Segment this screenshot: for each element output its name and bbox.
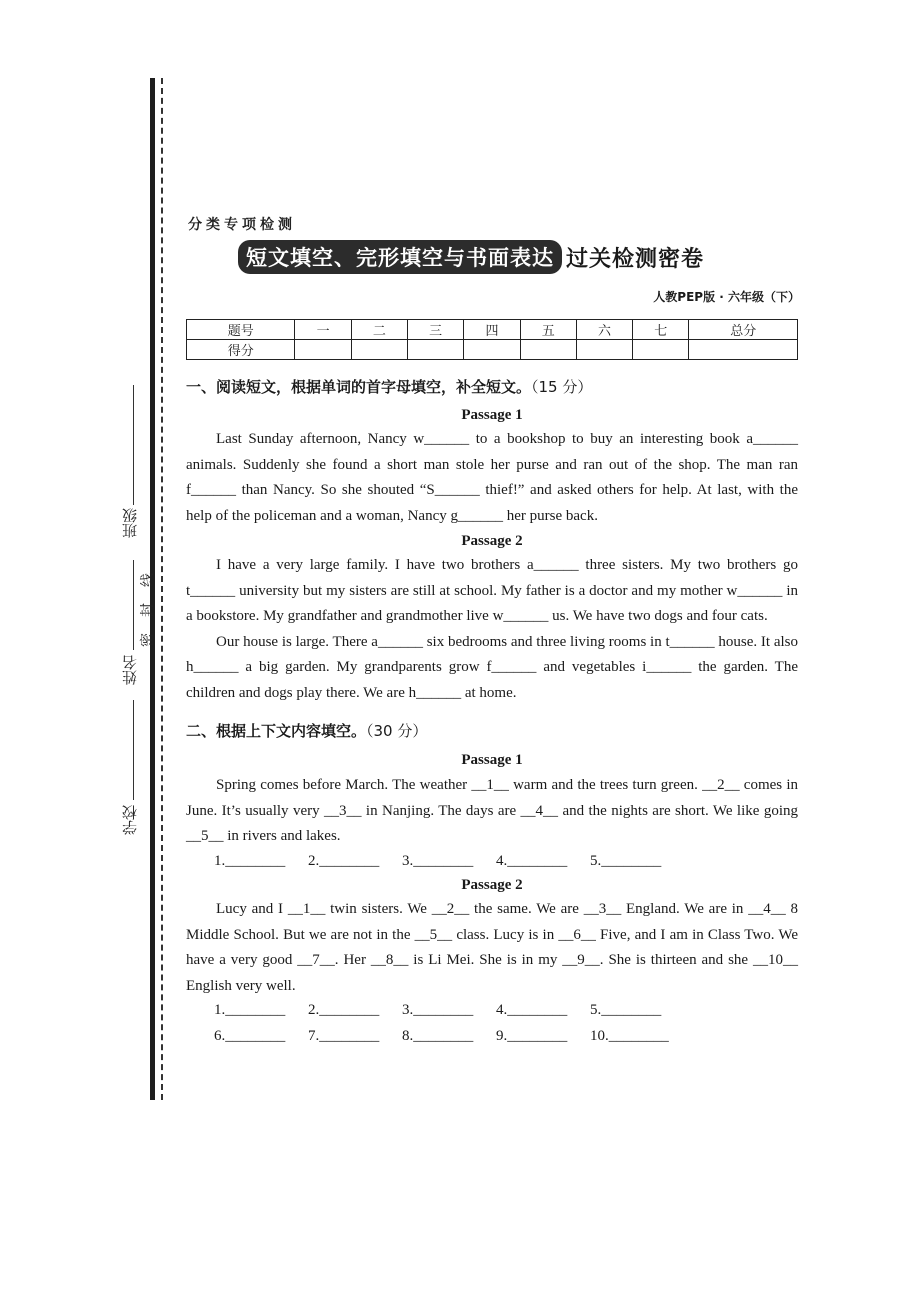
section1-heading xyxy=(186,376,592,397)
answer-blank[interactable]: 4.________ xyxy=(496,1002,568,1018)
answer-blank[interactable]: 1.________ xyxy=(214,853,286,869)
score-table-cell: 题号 xyxy=(187,320,295,340)
score-table-cell: 一 xyxy=(295,320,351,340)
answer-blank[interactable]: 8.________ xyxy=(402,1028,474,1044)
category-tag: 分类专项检测 xyxy=(188,217,296,233)
school-write-line xyxy=(133,700,134,800)
score-cell[interactable] xyxy=(464,340,520,360)
title-highlight: 短文填空、完形填空与书面表达 xyxy=(238,240,562,274)
binding-line-dashed xyxy=(161,78,163,1100)
section1-passage1-text: Last Sunday afternoon, Nancy w______ to a bookshop to buy an interesting book a______ animals. Suddenly she found a short man stole her purse and ran out of the shop. The man ran f______ than Nancy. So she shouted “S______ thief!” and asked others for help. At last, with the help of the policeman and a woman, Nancy g______ her purse back. xyxy=(186,431,798,524)
score-table xyxy=(186,319,798,360)
edition-label: 人教PEP版 · 六年级（下） xyxy=(653,290,800,304)
answer-row xyxy=(214,848,684,874)
section2-heading xyxy=(186,720,427,741)
answer-blank[interactable]: 3.________ xyxy=(402,1002,474,1018)
answer-blank[interactable]: 5.________ xyxy=(590,1002,662,1018)
section1-passage2-title: Passage 2 xyxy=(461,533,523,549)
answer-blank[interactable]: 10.________ xyxy=(590,1028,669,1044)
score-table-cell: 四 xyxy=(464,320,520,340)
section1-passage1 xyxy=(186,427,798,529)
section1-passage1-title: Passage 1 xyxy=(461,407,523,423)
score-row-label: 得分 xyxy=(187,340,295,360)
section2-answers1 xyxy=(214,848,684,874)
section1-passage2-para2: Our house is large. There a______ six bedrooms and three living rooms in t______ house. It also h______ a big garden. My grandparents grow f______ and vegetables i______ the garden. The children and dogs play there. We are h______ at home. xyxy=(186,633,798,701)
page-title xyxy=(238,240,704,274)
school-label: 学校 xyxy=(121,805,139,835)
score-table-header-row xyxy=(187,320,798,340)
answer-blank[interactable]: 3.________ xyxy=(402,853,474,869)
section2-passage1 xyxy=(186,773,798,850)
section2-heading-text: 二、根据上下文内容填空。 xyxy=(186,722,367,740)
score-table-cell: 二 xyxy=(351,320,407,340)
seal-char-seal: 封 xyxy=(140,603,156,617)
score-table-score-row xyxy=(187,340,798,360)
name-write-line xyxy=(133,560,134,650)
answer-row xyxy=(214,1023,684,1049)
answer-blank[interactable]: 7.________ xyxy=(308,1028,380,1044)
section2-passage1-title: Passage 1 xyxy=(461,752,523,768)
score-cell[interactable] xyxy=(689,340,798,360)
score-table-cell: 六 xyxy=(576,320,632,340)
answer-blank[interactable]: 2.________ xyxy=(308,853,380,869)
seal-char-line: 线 xyxy=(140,573,156,587)
score-cell[interactable] xyxy=(408,340,464,360)
score-cell[interactable] xyxy=(351,340,407,360)
answer-blank[interactable]: 2.________ xyxy=(308,1002,380,1018)
score-table-cell: 五 xyxy=(520,320,576,340)
answer-blank[interactable]: 1.________ xyxy=(214,1002,286,1018)
section2-answers2 xyxy=(214,997,684,1049)
class-write-line xyxy=(133,385,134,505)
answer-blank[interactable]: 9.________ xyxy=(496,1028,568,1044)
section1-heading-text: 一、阅读短文，根据单词的首字母填空，补全短文。 xyxy=(186,378,532,396)
title-rest: 过关检测密卷 xyxy=(566,246,705,272)
answer-blank[interactable]: 6.________ xyxy=(214,1028,286,1044)
section1-passage2 xyxy=(186,553,798,706)
seal-char-secret: 密 xyxy=(140,633,156,647)
name-label: 姓名 xyxy=(121,655,139,685)
binding-line-solid xyxy=(150,78,155,1100)
answer-row xyxy=(214,997,684,1023)
score-cell[interactable] xyxy=(633,340,689,360)
section1-passage2-para1: I have a very large family. I have two brothers a______ three sisters. My two brothers go t______ university but my sisters are still at school. My father is a doctor and my mother w______ in a bookstore. My grandfather and grandmother live w______ us. We have two dogs and four cats. xyxy=(186,557,798,624)
answer-blank[interactable]: 5.________ xyxy=(590,853,662,869)
score-table-cell: 七 xyxy=(633,320,689,340)
section2-passage2-title: Passage 2 xyxy=(461,877,523,893)
class-label: 班级 xyxy=(121,508,139,538)
section2-passage1-text: Spring comes before March. The weather __1__ warm and the trees turn green. __2__ comes in June. It’s usually very __3__ in Nanjing. The days are __4__ and the nights are short. We like going __5__ in rivers and lakes. xyxy=(186,777,798,844)
score-table-cell: 总分 xyxy=(689,320,798,340)
score-cell[interactable] xyxy=(520,340,576,360)
section2-points: （30 分） xyxy=(366,722,428,740)
section1-points: （15 分） xyxy=(531,378,593,396)
section2-passage2-text: Lucy and I __1__ twin sisters. We __2__ the same. We are __3__ England. We are in __4__ 8 Middle School. But we are not in the __5__ class. Lucy is in __6__ Five, and I am in Class Two. We have a very good __7__. Her __8__ is Li Mei. She is in my __9__. She is thirteen and she __10__ English very well. xyxy=(186,901,798,994)
score-cell[interactable] xyxy=(295,340,351,360)
score-table-cell: 三 xyxy=(408,320,464,340)
score-cell[interactable] xyxy=(576,340,632,360)
section2-passage2 xyxy=(186,897,798,999)
answer-blank[interactable]: 4.________ xyxy=(496,853,568,869)
